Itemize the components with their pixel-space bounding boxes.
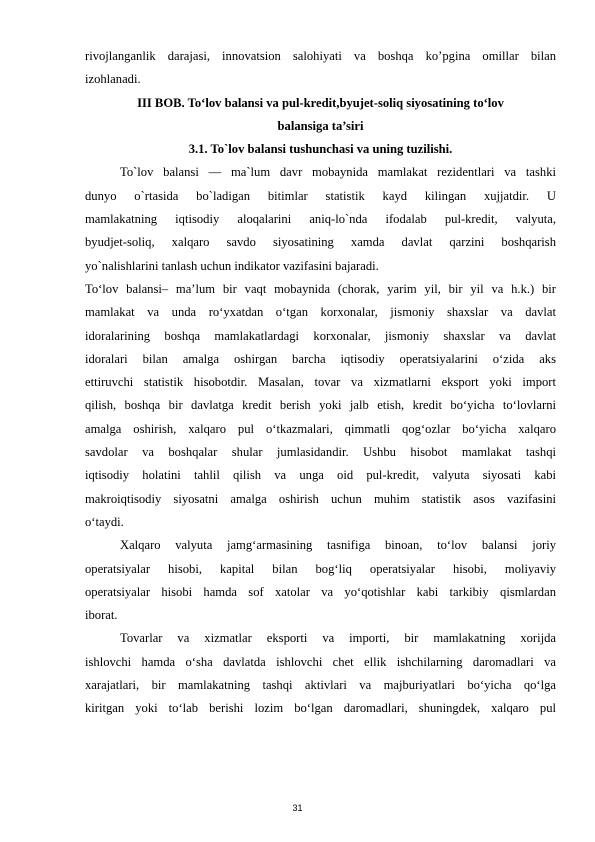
body-text-line: ishlovchi hamda o‘sha davlatda ishlovchi chet ellik ishchilarning daromadlari va: [85, 654, 556, 669]
section-heading: 3.1. To`lov balansi tushunchasi va uning tuzilishi.: [188, 142, 453, 157]
body-text-line: amalga oshirish, xalqaro pul o‘tkazmalari, qimmatli qog‘ozlar bo‘yicha xalqaro: [85, 421, 556, 436]
paragraph-first-line: Xalqaro valyuta jamg‘armasining tasnifiga binoan, to‘lov balansi joriy: [120, 538, 556, 553]
body-text-line: qilish, boshqa bir davlatga kredit berish yoki jalb etish, kredit bo‘yicha to‘lovlarni: [85, 398, 556, 413]
chapter-heading: III BOB. To‘lov balansi va pul-kredit,byujet-soliq siyosatining to‘lov: [137, 95, 504, 110]
page-number: 31: [292, 803, 303, 813]
body-text-line: operatsiyalar hisobi hamda sof xatolar va yo‘qotishlar kabi tarkibiy qismlardan: [85, 584, 556, 599]
body-text-line: xarajatlari, bir mamlakatning tashqi aktivlari va majburiyatlari bo‘yicha qo‘lga: [85, 678, 556, 693]
body-text-line: operatsiyalar hisobi, kapital bilan bog‘liq operatsiyalar hisobi, moliyaviy: [85, 561, 556, 576]
paragraph-first-line: To`lov balansi — ma`lum davr mobaynida mamlakat rezidentlari va tashki: [120, 165, 556, 180]
body-text-line: idoralarining boshqa mamlakatlardagi korxonalar, jismoniy shaxslar va davlat: [85, 328, 556, 343]
paragraph-first-line: Tovarlar va xizmatlar eksporti va importi, bir mamlakatning xorijda: [120, 631, 556, 646]
body-text-line: dunyo o`rtasida bo`ladigan bitimlar statistik kayd kilingan xujjatdir. U: [85, 188, 556, 203]
body-text-line: rivojlanganlik darajasi, innovatsion salohiyati va boshqa ko’pgina omillar bilan: [85, 49, 556, 63]
body-text-line: iqtisodiy holatini tahlil qilish va unga oid pul-kredit, valyuta siyosati kabi: [85, 468, 556, 483]
body-text-line: byudjet-soliq, xalqaro savdo siyosatining xamda davlat qarzini boshqarish: [85, 235, 556, 250]
body-text-line: kiritgan yoki to‘lab berishi lozim bo‘lgan daromadlari, shuningdek, xalqaro pul: [85, 701, 556, 716]
body-text-line: izohlanadi.: [85, 72, 141, 87]
chapter-heading: balansiga ta’siri: [277, 118, 364, 133]
body-text-line: mamlakatning iqtisodiy aloqalarini aniq-lo`nda ifodalab pul-kredit, valyuta,: [85, 212, 556, 227]
body-text-line: o‘taydi.: [85, 514, 124, 529]
body-text-line: iborat.: [85, 608, 118, 623]
body-text-line: ettiruvchi statistik hisobotdir. Masalan, tovar va xizmatlarni eksport yoki import: [85, 375, 556, 390]
body-text-line: savdolar va boshqalar shular jumlasidandir. Ushbu hisobot mamlakat tashqi: [85, 445, 556, 460]
document-page: [85, 45, 556, 721]
body-text-line: makroiqtisodiy siyosatni amalga oshirish uchun muhim statistik asos vazifasini: [85, 491, 556, 506]
body-text-line: yo`nalishlarini tanlash uchun indikator vazifasini bajaradi.: [85, 258, 379, 273]
paragraph-first-line: To‘lov balansi– ma’lum bir vaqt mobaynida (chorak, yarim yil, bir yil va h.k.) bir: [85, 281, 556, 296]
body-text-line: mamlakat va unda ro‘yxatdan o‘tgan korxonalar, jismoniy shaxslar va davlat: [85, 305, 556, 320]
body-text-line: idoralari bilan amalga oshirgan barcha iqtisodiy operatsiyalarini o‘zida aks: [85, 351, 556, 366]
